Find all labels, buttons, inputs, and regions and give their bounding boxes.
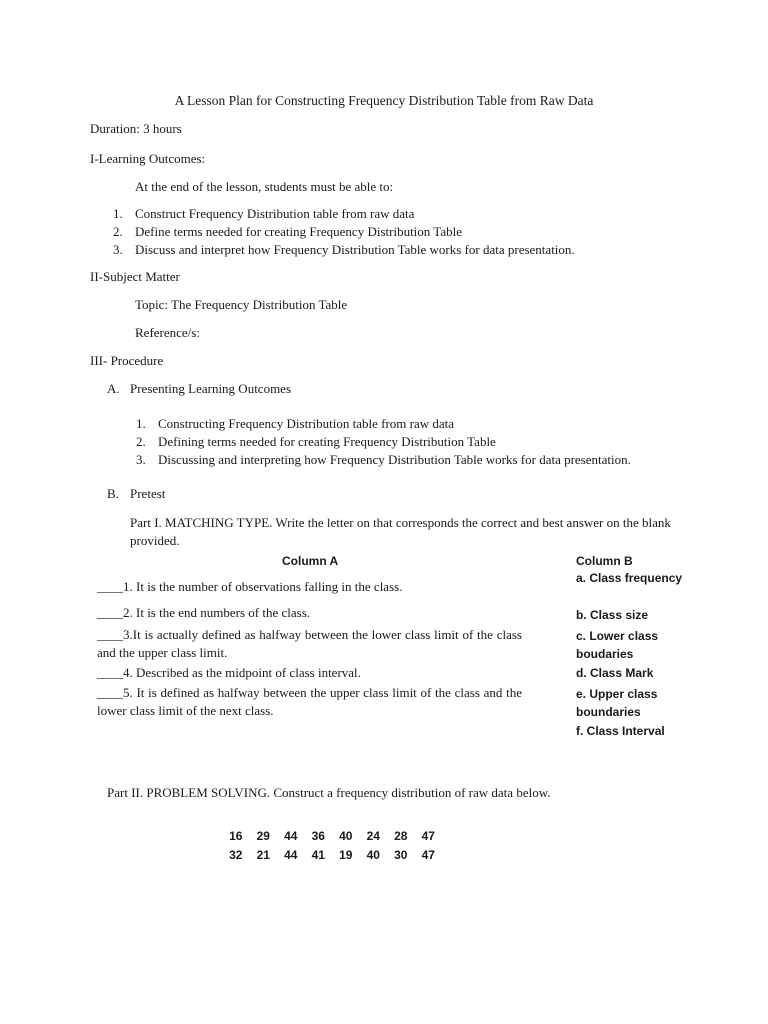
part1-instruction: Part I. MATCHING TYPE. Write the letter on that corresponds the correct and best answer on the blank provided. <box>130 515 671 548</box>
data-cell: 30 <box>394 847 408 862</box>
topic-text: Topic: The Frequency Distribution Table <box>135 297 348 312</box>
document-title: A Lesson Plan for Constructing Frequency Distribution Table from Raw Data <box>174 93 594 108</box>
matching-question-5: ____5. It is defined as halfway between the upper class limit of the class and the lower class limit of the next class. <box>97 685 522 718</box>
matching-answer-e: e. Upper class boundaries <box>576 687 658 719</box>
data-cell: 24 <box>366 828 380 843</box>
data-cell: 40 <box>339 828 353 843</box>
column-b-header: Column B <box>576 554 633 568</box>
list-item: 1. Construct Frequency Distribution table from raw data <box>113 206 415 221</box>
section-a-title: Presenting Learning Outcomes <box>130 381 292 396</box>
data-cell: 29 <box>256 828 270 843</box>
data-cell: 16 <box>229 828 243 843</box>
column-a-header: Column A <box>282 554 339 568</box>
table-row <box>222 845 442 864</box>
learning-outcomes-heading: I-Learning Outcomes: <box>90 151 206 166</box>
matching-question-4: ____4. Described as the midpoint of class interval. <box>97 665 361 680</box>
matching-question-3: ____3.It is actually defined as halfway between the lower class limit of the class and the upper class limit. <box>97 627 522 660</box>
data-cell: 47 <box>421 828 435 843</box>
procedure-heading: III- Procedure <box>90 353 164 368</box>
data-cell: 21 <box>256 847 270 862</box>
data-cell: 36 <box>311 828 325 843</box>
matching-answer-b: b. Class size <box>576 608 649 622</box>
section-b-label: B. <box>107 486 119 501</box>
matching-question-2: ____2. It is the end numbers of the class. <box>97 605 311 620</box>
table-row <box>222 826 442 845</box>
reference-text: Reference/s: <box>135 325 200 340</box>
list-item: 2. Define terms needed for creating Frequency Distribution Table <box>113 224 462 239</box>
matching-answer-f: f. Class Interval <box>576 724 665 738</box>
matching-answer-d: d. Class Mark <box>576 666 654 680</box>
subject-matter-heading: II-Subject Matter <box>90 269 180 284</box>
data-cell: 44 <box>284 828 298 843</box>
data-cell: 32 <box>229 847 243 862</box>
data-cell: 41 <box>311 847 325 862</box>
list-item: 1. Constructing Frequency Distribution table from raw data <box>136 416 455 431</box>
duration: Duration: 3 hours <box>90 121 182 136</box>
data-cell: 19 <box>339 847 353 862</box>
matching-answer-c: c. Lower class boudaries <box>576 629 659 661</box>
list-item: 2. Defining terms needed for creating Frequency Distribution Table <box>136 434 496 449</box>
data-cell: 44 <box>284 847 298 862</box>
procedure-outcomes-list <box>136 415 736 469</box>
section-b-title: Pretest <box>130 486 166 501</box>
learning-outcomes-list <box>113 205 713 259</box>
list-item: 3. Discussing and interpreting how Frequency Distribution Table works for data presentation. <box>136 452 631 467</box>
matching-answer-a: a. Class frequency <box>576 571 683 585</box>
data-cell: 47 <box>421 847 435 862</box>
matching-question-1: ____1. It is the number of observations falling in the class. <box>97 579 403 594</box>
section-a-label: A. <box>107 381 120 396</box>
list-item: 3. Discuss and interpret how Frequency Distribution Table works for data presentation. <box>113 242 575 257</box>
learning-outcomes-intro: At the end of the lesson, students must be able to: <box>135 179 394 194</box>
data-cell: 40 <box>366 847 380 862</box>
part2-instruction: Part II. PROBLEM SOLVING. Construct a frequency distribution of raw data below. <box>107 785 551 800</box>
data-cell: 28 <box>394 828 408 843</box>
raw-data-table <box>222 826 442 864</box>
